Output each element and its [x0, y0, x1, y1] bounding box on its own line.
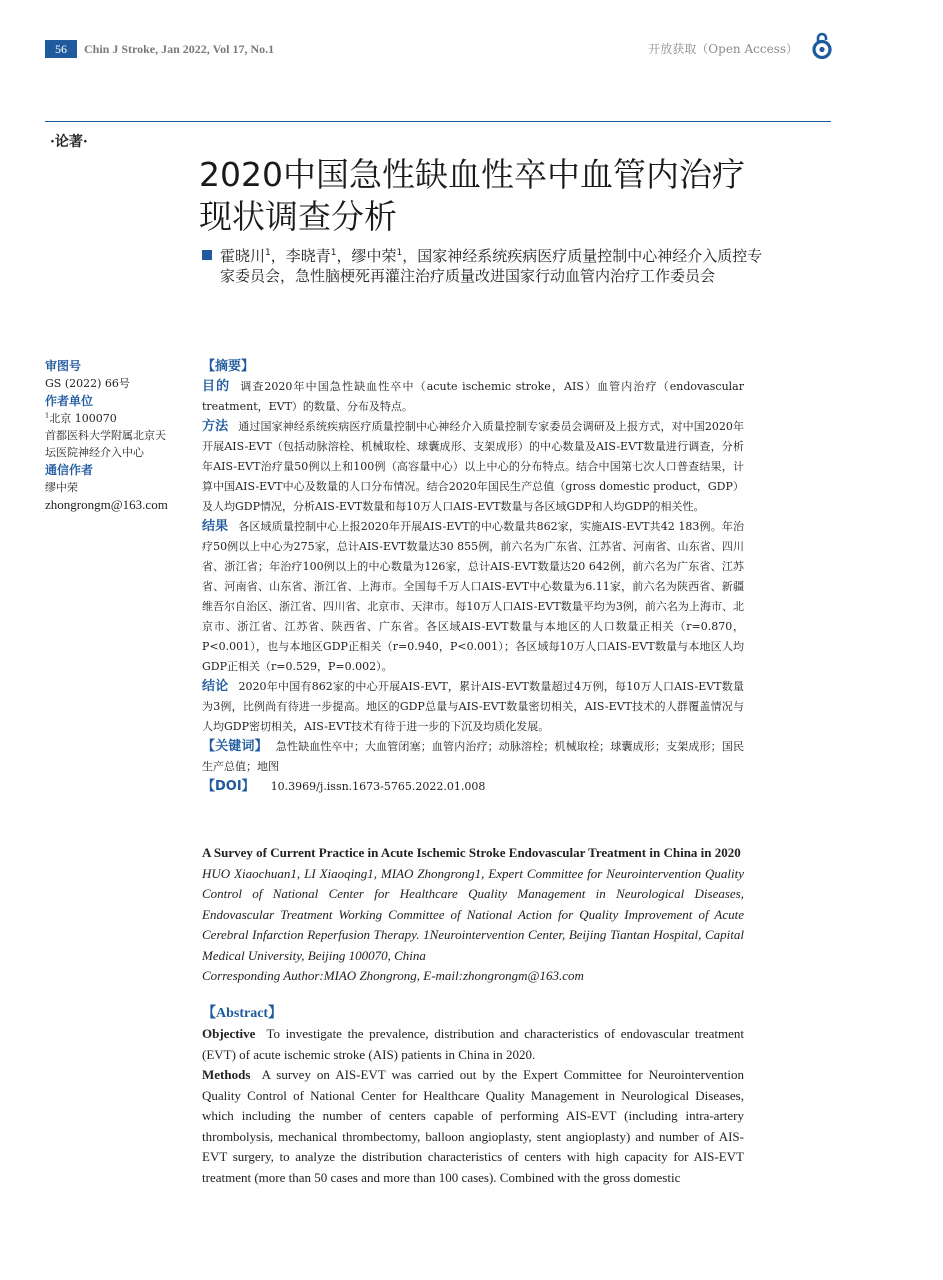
title-line-1: 2020中国急性缺血性卒中血管内治疗	[199, 155, 745, 194]
doi-label: 【DOI】	[202, 779, 255, 794]
keywords-text: 急性缺血性卒中；大血管闭塞；血管内治疗；动脉溶栓；机械取栓；球囊成形；支架成形；国民生产总值；地图	[202, 740, 744, 773]
corresponding-email[interactable]: zhongrongm@163.com	[45, 497, 168, 512]
unit-sup: 1	[45, 411, 50, 420]
author-3: 缪中荣	[351, 247, 397, 265]
doi-text[interactable]: 10.3969/j.issn.1673-5765.2022.01.008	[270, 780, 486, 793]
abstract-header: 【摘要】	[202, 359, 255, 374]
section-label: ·论著·	[50, 134, 88, 150]
results-label: 结果	[202, 519, 229, 534]
article-title	[199, 154, 799, 238]
abstract-english	[202, 843, 744, 1188]
conclusion-text: 2020年中国有862家的中心开展AIS-EVT，累计AIS-EVT数量超过4万例，每10万人口AIS-EVT数量为3例，比例尚有待进一步提高。地区的GDP总量与AIS-EVT数量密切相关，AIS-EVT技术的人群覆盖情况与人均GDP密切相关，AIS-EVT技术有待于进一步的下沉及均质化发展。	[202, 680, 744, 733]
english-methods-label: Methods	[202, 1067, 251, 1082]
bullet-square-icon	[202, 250, 212, 260]
unit-line-3: 坛医院神经介入中心	[45, 446, 144, 459]
abstract-chinese	[202, 357, 744, 797]
open-access-lock-icon	[812, 31, 832, 59]
title-line-2: 现状调查分析	[199, 197, 397, 236]
unit-line-1: 北京 100070	[49, 412, 117, 425]
results-text: 各区域质量控制中心上报2020年开展AIS-EVT的中心数量共862家，实施AIS-EVT共42 183例。年治疗50例以上中心为275家，总计AIS-EVT数量达30 855例，前六名为广东省、江苏省、河南省、山东省、四川省、浙江省；年治疗100例以上的中心数量为126家，总计AIS-EVT数量达20 642例，前六名为广东省、江苏省、河南省、山东省、浙江省、上海市。全国每千万人口AIS-EVT中心数量为6.11家，前六名为陕西省、新疆维吾尔自治区、浙江省、四川省、北京市、天津市。每10万人口AIS-EVT数量平均为3例，前六名为上海市、北京市、浙江省、江苏省、陕西省、广东省。各区域AIS-EVT数量与本地区的人口数量正相关（r=0.870，P<0.001），也与本地区GDP正相关（r=0.940，P<0.001）；各区域每10万人口AIS-EVT数量与本地区人均GDP正相关（r=0.529，P=0.002）。	[202, 520, 744, 673]
author-1-sup: 1	[265, 248, 271, 258]
affiliation-line-1: ，国家神经系统疾病医疗质量控制中心神经介入质控专	[402, 247, 763, 265]
english-authors: HUO Xiaochuan1, LI Xiaoqing1, MIAO Zhongrong1, Expert Committee for Neurointervention Quality Control of National Center for Healthcare Quality Management in Neurological Diseases, Endovascular Treatment Working Committee of National Action for Quality Improvement of Acute Cerebral Infarction Reperfusion Therapy. 1Neurointervention Center, Beijing Tiantan Hospital, Capital Medical University, Beijing 100070, China	[202, 865, 744, 963]
english-corresponding: Corresponding Author:MIAO Zhongrong, E-mail:zhongrongm@163.com	[202, 968, 584, 983]
english-title: A Survey of Current Practice in Acute Ischemic Stroke Endovascular Treatment in China in 2020	[202, 845, 741, 860]
author-2: 李晓青	[285, 247, 331, 265]
author-1: 霍晓川	[220, 247, 266, 265]
keywords-label: 【关键词】	[202, 739, 268, 754]
objective-label: 目的	[202, 379, 231, 394]
page-number: 56	[45, 40, 77, 58]
author-2-sup: 1	[330, 248, 337, 258]
objective-text: 调查2020年中国急性缺血性卒中（acute ischemic stroke，AIS）血管内治疗（endovascular treatment，EVT）的数量、分布及特点。	[202, 380, 744, 413]
methods-label: 方法	[202, 419, 229, 434]
review-number-value: GS (2022) 66号	[45, 377, 130, 390]
header-divider	[45, 121, 831, 122]
journal-citation: Chin J Stroke, Jan 2022, Vol 17, No.1	[84, 42, 275, 56]
methods-text: 通过国家神经系统疾病医疗质量控制中心神经介入质量控制专家委员会调研及上报方式，对中国2020年开展AIS-EVT（包括动脉溶栓、机械取栓、球囊成形、支架成形）的中心数量及AIS-EVT数量进行调查，分析年AIS-EVT治疗量50例以上和100例（高容量中心）以上中心的分布特点。结合中国第七次人口普查结果，计算中国AIS-EVT中心及数量的人口分布情况。结合2020年国民生产总值（gross domestic product，GDP）及人均GDP情况，分析AIS-EVT数量和每10万人口AIS-EVT数量与各区域GDP和人均GDP的相关性。	[202, 420, 744, 513]
english-objective-label: Objective	[202, 1026, 256, 1041]
review-number-label: 审图号	[45, 359, 82, 373]
conclusion-label: 结论	[202, 679, 229, 694]
english-abstract-label: 【Abstract】	[202, 1005, 283, 1021]
unit-label: 作者单位	[45, 394, 94, 408]
english-methods-text: A survey on AIS-EVT was carried out by the Expert Committee for Neurointervention Quality Control of National Center for Healthcare Quality Management in Neurological Diseases, which including the number of centers capable of performing AIS-EVT (including intra-artery thrombolysis, mechanical thrombectomy, balloon angioplasty, stent angioplasty) and number of AIS-EVT surgery, to analyze the distribution characteristics of centers with high capacity for AIS-EVT treatment (more than 50 cases and more than 100 cases). Combined with the gross domestic	[202, 1067, 744, 1185]
corresponding-label: 通信作者	[45, 463, 94, 477]
sidebar-info	[45, 357, 195, 513]
affiliation-line-2: 家委员会，急性脑梗死再灌注治疗质量改进国家行动血管内治疗工作委员会	[220, 267, 716, 285]
corresponding-name: 缪中荣	[45, 481, 78, 494]
unit-line-2: 首都医科大学附属北京天	[45, 429, 166, 442]
author-3-sup: 1	[396, 248, 403, 258]
english-objective-text: To investigate the prevalence, distribution and characteristics of endovascular treatment (EVT) of acute ischemic stroke (AIS) patients in China in 2020.	[202, 1026, 744, 1062]
open-access-label: 开放获取（Open Access）	[648, 42, 798, 56]
author-block: 霍晓川$^1$，李晓青$^1$，缪中荣$^1$，国家神经系统疾病医疗质量控制中心神经介入质控专 家委员会，急性脑梗死再灌注治疗质量改进国家行动血管内治疗工作委员会	[202, 246, 772, 286]
